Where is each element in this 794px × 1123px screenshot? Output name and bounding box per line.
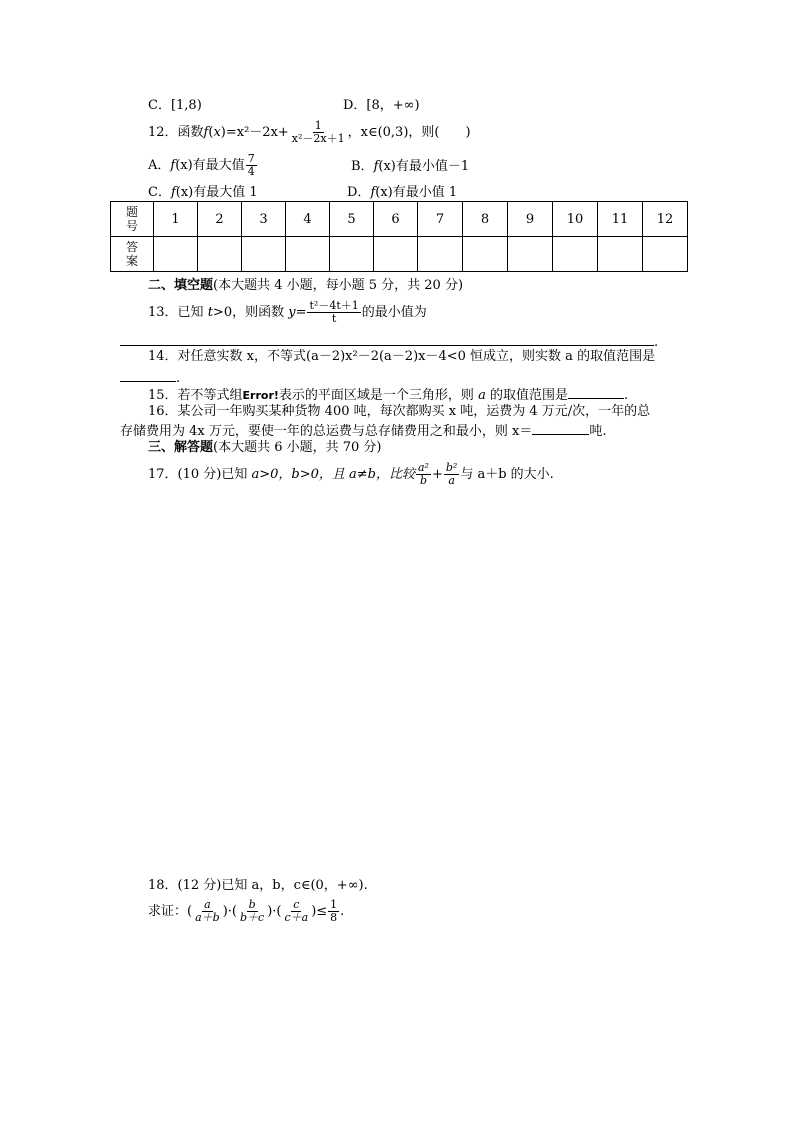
q18-r-den: 8 <box>330 911 338 924</box>
answer-cell[interactable] <box>598 237 643 272</box>
section-2-heading <box>148 278 463 294</box>
section-3-desc: (本大题共 6 小题，共 70 分) <box>213 440 382 455</box>
q17-f1-den: b <box>419 474 427 487</box>
q18-fraction-2 <box>238 899 266 924</box>
number-cell: 1 <box>154 202 198 237</box>
q12-frac-den: x²－2x＋1 <box>291 132 345 145</box>
q18-f1-num: a <box>204 898 211 911</box>
q15-a: a <box>478 388 486 403</box>
q15-end: . <box>623 388 629 403</box>
number-cell: 8 <box>463 202 508 237</box>
q18-f2-den: b＋c <box>239 911 265 924</box>
q12-a-label: A． <box>148 158 171 173</box>
q18-f1-den: a＋b <box>195 911 220 924</box>
q12-f: f <box>203 125 209 140</box>
q18-end: . <box>340 904 345 919</box>
q16-line1: 16．某公司一年购买某种货物 400 吨，每次都购买 x 吨，运费为 4 万元/次，一年的总 <box>148 404 651 419</box>
answer-cell[interactable] <box>553 237 598 272</box>
q12-suffix: ，x∈(0,3)，则( ) <box>347 125 471 140</box>
number-cell: 4 <box>286 202 330 237</box>
q17-plus: + <box>431 467 443 482</box>
number-cell: 12 <box>643 202 688 237</box>
q18-f3-num: c <box>293 898 300 911</box>
answer-cell[interactable] <box>242 237 286 272</box>
answer-label-cell <box>111 237 154 272</box>
q18-leq: ≤ <box>316 904 328 919</box>
q18-fraction-3 <box>282 899 310 924</box>
q17-prefix: 17．(10 分)已知 <box>148 467 252 482</box>
number-cell: 9 <box>508 202 553 237</box>
answer-cell[interactable] <box>198 237 242 272</box>
q12-option-b <box>351 159 469 175</box>
section-3-heading <box>148 440 382 456</box>
q12-a-num: 7 <box>247 152 255 165</box>
q17-suffix: 与 a＋b 的大小. <box>460 467 554 482</box>
q14-answer-line <box>120 369 180 387</box>
q13-prefix: 13．已知 <box>148 305 208 320</box>
q11-option-d: D．[8，+∞) <box>343 98 420 113</box>
q15-blank[interactable] <box>568 386 624 399</box>
header-label-cell <box>111 202 154 237</box>
q12-a-fraction <box>246 153 257 178</box>
number-cell: 2 <box>198 202 242 237</box>
q13-blank[interactable] <box>120 333 654 346</box>
q12-c-f: f <box>170 185 176 200</box>
q13-stem <box>148 298 427 328</box>
q13-eq: = <box>295 305 307 320</box>
q12-a-text: (x)有最大值 <box>175 158 245 173</box>
q15-stem <box>148 386 628 404</box>
q13-suffix: 的最小值为 <box>361 305 427 320</box>
q18-f3-den: c＋a <box>284 911 309 924</box>
q13-frac-den: t <box>331 312 337 325</box>
q15-error-text: Error! <box>242 389 279 402</box>
answer-label: 答案 <box>125 240 138 268</box>
q12-a-f: f <box>170 158 176 173</box>
q13-cond: >0，则函数 <box>212 305 289 320</box>
number-cell: 11 <box>598 202 643 237</box>
q12-b-f: f <box>373 159 379 174</box>
q17-f2-den: a <box>448 474 455 487</box>
q13-y: y <box>288 305 296 320</box>
q12-option-d <box>347 185 457 201</box>
answer-cell[interactable] <box>330 237 374 272</box>
q15-prefix: 15．若不等式组 <box>148 388 243 403</box>
q17-f2-num: b² <box>445 461 458 474</box>
q17-f1-num: a² <box>418 461 429 474</box>
answer-cell[interactable] <box>374 237 418 272</box>
q13-t: t <box>207 305 213 320</box>
q12-option-a <box>148 152 258 180</box>
q17-fraction-1 <box>416 462 431 487</box>
q15-mid: 表示的平面区域是一个三角形，则 <box>278 388 479 403</box>
q16-line2 <box>120 422 606 440</box>
q12-frac-num: 1 <box>314 119 322 132</box>
q18-f2-num: b <box>248 898 256 911</box>
section-3-title: 三、解答题 <box>148 440 214 455</box>
answer-table-header-row <box>111 202 688 237</box>
answer-cell[interactable] <box>286 237 330 272</box>
q18-line1: 18．(12 分)已知 a，b，c∈(0，+∞). <box>148 878 368 893</box>
q12-c-text: (x)有最大值 1 <box>175 185 258 200</box>
header-label: 题号 <box>125 205 138 233</box>
number-cell: 5 <box>330 202 374 237</box>
q17-stem <box>148 460 554 490</box>
q16-line2-text: 存储费用为 4x 万元，要使一年的总运费与总存储费用之和最小，则 x＝ <box>120 424 533 439</box>
q12-c-label: C． <box>148 185 171 200</box>
answer-cell[interactable] <box>508 237 553 272</box>
q12-option-c <box>148 185 258 201</box>
q16-blank[interactable] <box>532 422 589 435</box>
q14-line1: 14．对任意实数 x，不等式(a－2)x²－2(a－2)x－4<0 恒成立，则实数 a 的取值范围是 <box>148 349 656 364</box>
q12-x: x <box>213 125 221 140</box>
q18-proof-label: 求证： <box>148 904 188 919</box>
q12-prefix: 12．函数 <box>148 125 204 140</box>
section-2-desc: (本大题共 4 小题，每小题 5 分，共 20 分) <box>213 278 464 293</box>
answer-table-answer-row <box>111 237 688 272</box>
section-2-title: 二、填空题 <box>148 278 214 293</box>
answer-cell[interactable] <box>418 237 463 272</box>
q13-fraction <box>307 300 360 325</box>
q13-end: . <box>654 335 659 350</box>
q15-suffix: 的取值范围是 <box>485 388 568 403</box>
q12-b-label: B． <box>351 159 374 174</box>
q12-eq: =x²－2x+ <box>225 125 289 140</box>
q12-a-den: 4 <box>247 165 255 178</box>
answer-cell[interactable] <box>154 237 198 272</box>
q18-fraction-result <box>328 899 339 924</box>
q16-end: 吨. <box>589 424 607 439</box>
q12-b-text: (x)有最小值－1 <box>378 159 470 174</box>
answer-table <box>110 201 688 272</box>
answer-cell[interactable] <box>643 237 688 272</box>
number-cell: 7 <box>418 202 463 237</box>
answer-cell[interactable] <box>463 237 508 272</box>
q18-fraction-1 <box>193 899 222 924</box>
q14-end: . <box>176 371 181 386</box>
q18-r-num: 1 <box>330 898 338 911</box>
q12-d-text: (x)有最小值 1 <box>375 185 458 200</box>
q11-option-c: C．[1,8) <box>148 98 202 113</box>
q18-proof: 求证：( $\frac{a}{a+b}$ )·( $\frac{b}{b+c}$ )·( $\frac{c}{c+a}$ )≤ $\frac{1}{8}$ . <box>148 898 345 924</box>
number-cell: 3 <box>242 202 286 237</box>
q12-fraction <box>290 120 347 145</box>
q13-frac-num: t²－4t＋1 <box>309 299 359 312</box>
number-cell: 6 <box>374 202 418 237</box>
q17-cond: a>0，b>0，且 a≠b，比较 <box>251 467 415 482</box>
q12-stem: 12．函数f(x)=x²－2x+ $\frac{1}{\text{x²－2x＋1}}$ ，x∈(0,3)，则( ) <box>148 119 471 145</box>
q14-blank[interactable] <box>120 369 176 382</box>
number-cell: 10 <box>553 202 598 237</box>
q12-d-f: f <box>370 185 376 200</box>
q17-fraction-2 <box>444 462 459 487</box>
q12-d-label: D． <box>347 185 371 200</box>
